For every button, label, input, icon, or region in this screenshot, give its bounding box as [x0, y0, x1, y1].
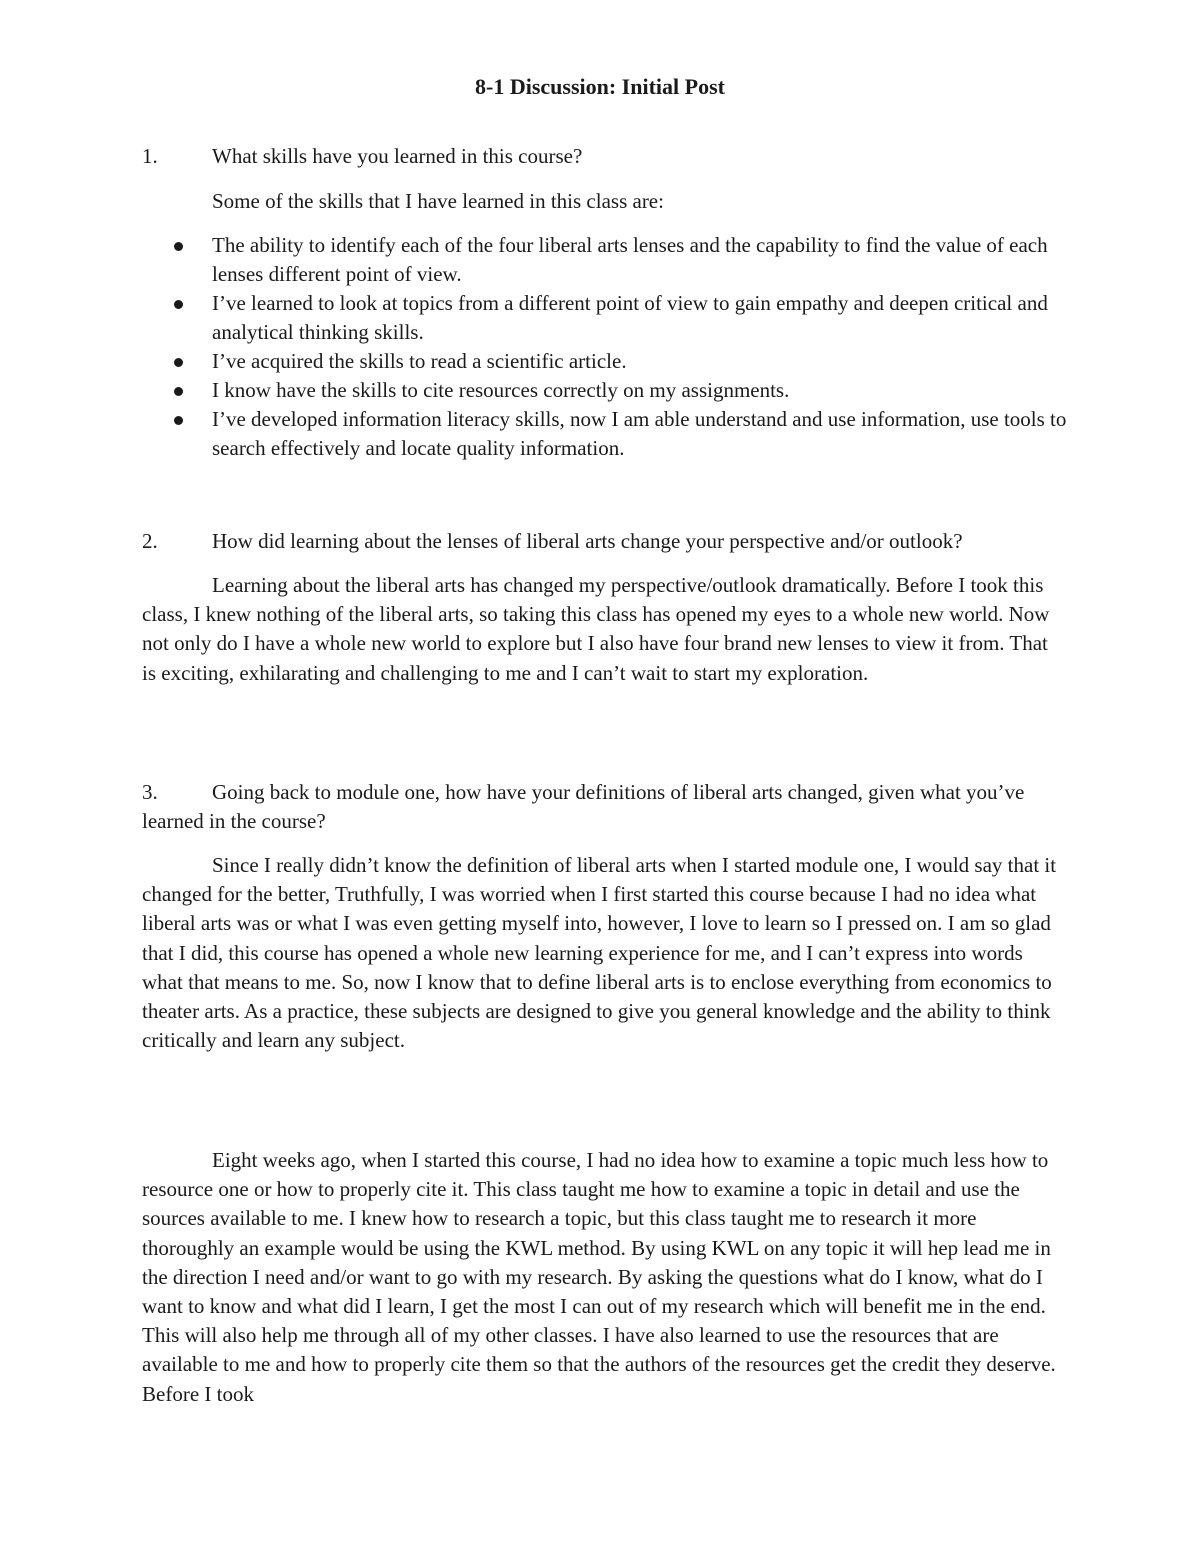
question-1-number: 1.: [142, 144, 158, 168]
skills-intro: Some of the skills that I have learned in this class are:: [212, 189, 664, 213]
list-item: [174, 289, 1074, 347]
answer-2: Learning about the liberal arts has changed my perspective/outlook dramatically. Before I took this class, I knew nothing of the liberal arts, so taking this class has opened my eyes to a whole new world. Now not only do I have a whole new world to explore but I also have four brand new lenses to view it from. That is exciting, exhilarating and challenging to me and I can’t wait to start my exploration.: [142, 573, 1050, 685]
list-item: [174, 376, 1074, 405]
list-item-text: I’ve learned to look at topics from a different point of view to gain empathy and deepen critical and analytical thinking skills.: [212, 291, 1048, 344]
question-2-number: 2.: [142, 529, 158, 553]
answer-3: Since I really didn’t know the definition of liberal arts when I started module one, I would say that it changed for the better, Truthfully, I was worried when I first started this course because I had no idea what liberal arts was or what I was even getting myself into, however, I love to learn so I pressed on. I am so glad that I did, this course has opened a whole new learning experience for me, and I can’t express into words what that means to me. So, now I know that to define liberal arts is to enclose everything from economics to theater arts. As a practice, these subjects are designed to give you general knowledge and the ability to think critically and learn any subject.: [142, 853, 1057, 1053]
skills-list: [174, 231, 1074, 463]
list-item-text: I’ve developed information literacy skills, now I am able understand and use information, use tools to search effectively and locate quality information.: [212, 407, 1067, 460]
list-item: [174, 405, 1074, 463]
list-item: [174, 231, 1074, 289]
question-2: [142, 527, 1062, 556]
closing-paragraph: Eight weeks ago, when I started this course, I had no idea how to examine a topic much less how to resource one or how to properly cite it. This class taught me how to examine a topic in detail and use the sources available to me. I knew how to research a topic, but this class taught me to research it more thoroughly an example would be using the KWL method. By using KWL on any topic it will hep lead me in the direction I need and/or want to go with my research. By asking the questions what do I know, what do I want to know and what did I learn, I get the most I can out of my research which will benefit me in the end. This will also help me through all of my other classes. I have also learned to use the resources that are available to me and how to properly cite them so that the authors of the resources get the credit they deserve. Before I took: [142, 1148, 1056, 1406]
question-3: [142, 778, 1062, 836]
bullet-icon: [174, 416, 183, 425]
bullet-icon: [174, 358, 183, 367]
question-1-text: What skills have you learned in this course?: [212, 144, 583, 168]
question-3-number: 3.: [142, 780, 158, 804]
question-2-text: How did learning about the lenses of liberal arts change your perspective and/or outlook?: [212, 529, 963, 553]
list-item-text: The ability to identify each of the four liberal arts lenses and the capability to find the value of each lenses different point of view.: [212, 233, 1048, 286]
page-title: 8-1 Discussion: Initial Post: [475, 74, 725, 99]
list-item: [174, 347, 1074, 376]
list-item-text: I know have the skills to cite resources correctly on my assignments.: [212, 378, 790, 402]
question-1: [142, 142, 1062, 171]
list-item-text: I’ve acquired the skills to read a scientific article.: [212, 349, 627, 373]
bullet-icon: [174, 387, 183, 396]
question-3-text: Going back to module one, how have your definitions of liberal arts changed, given what you’ve learned in the course?: [142, 780, 1025, 833]
bullet-icon: [174, 300, 183, 309]
bullet-icon: [174, 242, 183, 251]
